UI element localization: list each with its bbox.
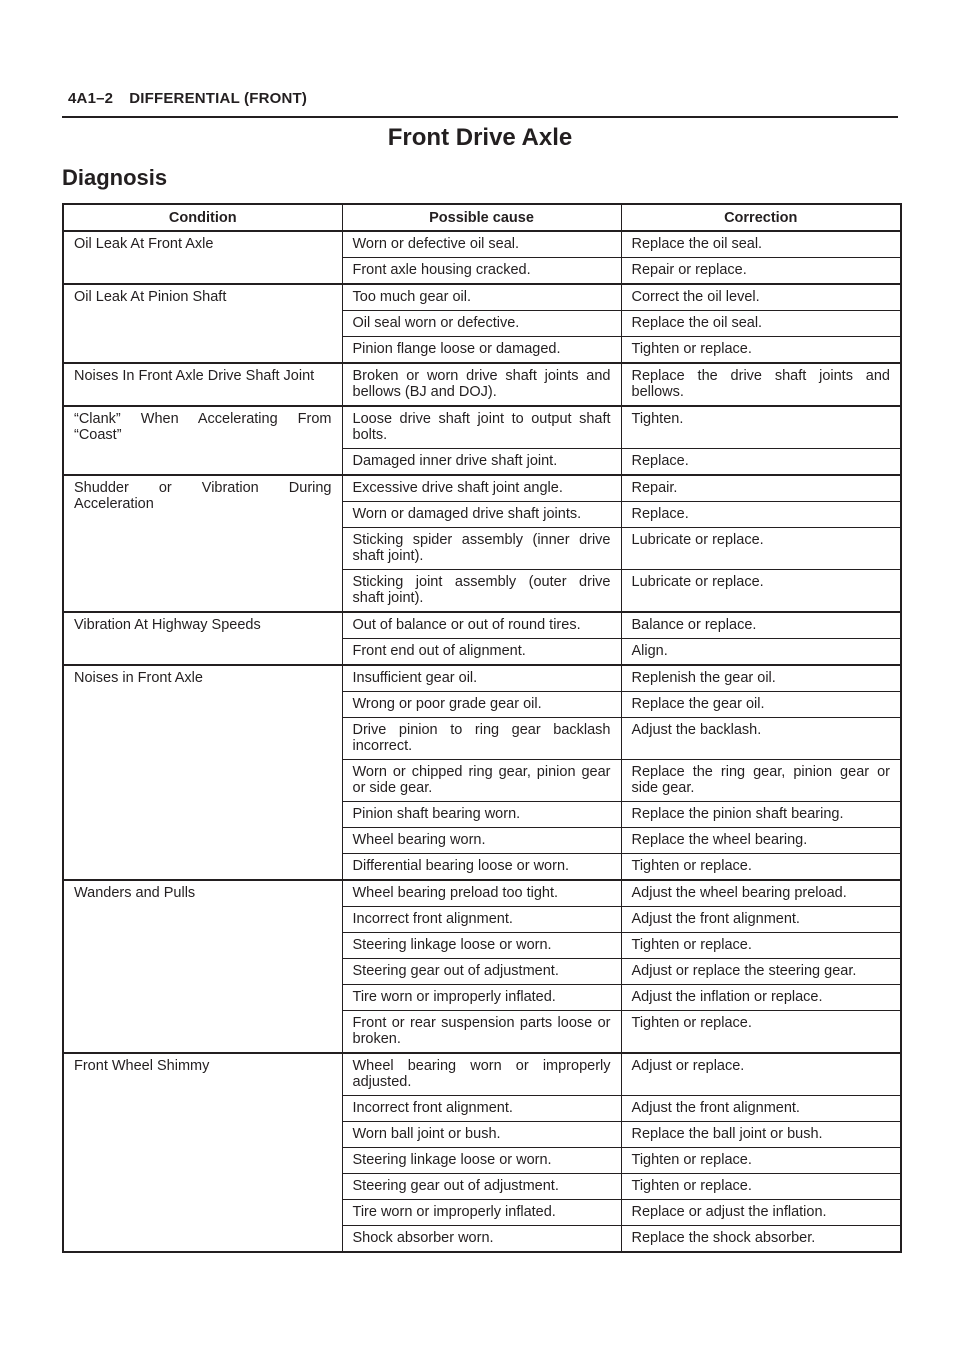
condition-cell: Shudder or Vibration During Acceleration bbox=[63, 475, 342, 612]
correction-cell: Replace the oil seal. bbox=[621, 311, 901, 337]
possible-cause-cell: Loose drive shaft joint to output shaft bolts. bbox=[342, 406, 621, 449]
possible-cause-cell: Front or rear suspension parts loose or broken. bbox=[342, 1011, 621, 1054]
correction-cell: Replace. bbox=[621, 449, 901, 476]
table-row bbox=[63, 612, 901, 639]
section-code: 4A1–2 bbox=[68, 90, 114, 107]
correction-cell: Repair or replace. bbox=[621, 258, 901, 285]
possible-cause-cell: Sticking joint assembly (outer drive shaft joint). bbox=[342, 570, 621, 613]
correction-cell: Tighten or replace. bbox=[621, 337, 901, 364]
correction-cell: Adjust the front alignment. bbox=[621, 907, 901, 933]
correction-cell: Align. bbox=[621, 639, 901, 666]
possible-cause-cell: Broken or worn drive shaft joints and bellows (BJ and DOJ). bbox=[342, 363, 621, 406]
correction-cell: Adjust the front alignment. bbox=[621, 1096, 901, 1122]
correction-cell: Lubricate or replace. bbox=[621, 570, 901, 613]
possible-cause-cell: Steering linkage loose or worn. bbox=[342, 933, 621, 959]
correction-cell: Repair. bbox=[621, 475, 901, 502]
possible-cause-cell: Steering gear out of adjustment. bbox=[342, 959, 621, 985]
possible-cause-cell: Incorrect front alignment. bbox=[342, 907, 621, 933]
table-row bbox=[63, 284, 901, 311]
correction-cell: Replace the wheel bearing. bbox=[621, 828, 901, 854]
correction-cell: Tighten or replace. bbox=[621, 1148, 901, 1174]
correction-cell: Replace the ball joint or bush. bbox=[621, 1122, 901, 1148]
possible-cause-cell: Front axle housing cracked. bbox=[342, 258, 621, 285]
possible-cause-cell: Damaged inner drive shaft joint. bbox=[342, 449, 621, 476]
possible-cause-cell: Steering gear out of adjustment. bbox=[342, 1174, 621, 1200]
table-row bbox=[63, 665, 901, 692]
possible-cause-cell: Pinion flange loose or damaged. bbox=[342, 337, 621, 364]
column-header-condition: Condition bbox=[63, 204, 342, 231]
page-title: Front Drive Axle bbox=[387, 124, 573, 151]
correction-cell: Replace the shock absorber. bbox=[621, 1226, 901, 1253]
correction-cell: Adjust the wheel bearing preload. bbox=[621, 880, 901, 907]
correction-cell: Replace the drive shaft joints and bellows. bbox=[621, 363, 901, 406]
correction-cell: Replace the gear oil. bbox=[621, 692, 901, 718]
possible-cause-cell: Insufficient gear oil. bbox=[342, 665, 621, 692]
possible-cause-cell: Worn or damaged drive shaft joints. bbox=[342, 502, 621, 528]
possible-cause-cell: Wrong or poor grade gear oil. bbox=[342, 692, 621, 718]
section-title: DIFFERENTIAL (FRONT) bbox=[129, 90, 308, 107]
possible-cause-cell: Steering linkage loose or worn. bbox=[342, 1148, 621, 1174]
correction-cell: Tighten or replace. bbox=[621, 933, 901, 959]
possible-cause-cell: Out of balance or out of round tires. bbox=[342, 612, 621, 639]
possible-cause-cell: Worn ball joint or bush. bbox=[342, 1122, 621, 1148]
column-header-correction: Correction bbox=[621, 204, 901, 231]
correction-cell: Tighten or replace. bbox=[621, 1011, 901, 1054]
possible-cause-cell: Wheel bearing worn or improperly adjusted. bbox=[342, 1053, 621, 1096]
correction-cell: Tighten. bbox=[621, 406, 901, 449]
condition-cell: Vibration At Highway Speeds bbox=[63, 612, 342, 665]
correction-cell: Replenish the gear oil. bbox=[621, 665, 901, 692]
correction-cell: Tighten or replace. bbox=[621, 854, 901, 881]
column-header-possible-cause: Possible cause bbox=[342, 204, 621, 231]
possible-cause-cell: Sticking spider assembly (inner drive shaft joint). bbox=[342, 528, 621, 570]
table-row bbox=[63, 475, 901, 502]
possible-cause-cell: Wheel bearing preload too tight. bbox=[342, 880, 621, 907]
possible-cause-cell: Shock absorber worn. bbox=[342, 1226, 621, 1253]
condition-cell: Wanders and Pulls bbox=[63, 880, 342, 1053]
possible-cause-cell: Wheel bearing worn. bbox=[342, 828, 621, 854]
possible-cause-cell: Tire worn or improperly inflated. bbox=[342, 985, 621, 1011]
possible-cause-cell: Excessive drive shaft joint angle. bbox=[342, 475, 621, 502]
condition-cell: Oil Leak At Front Axle bbox=[63, 231, 342, 284]
diagnosis-table bbox=[62, 203, 902, 1253]
possible-cause-cell: Worn or chipped ring gear, pinion gear or side gear. bbox=[342, 760, 621, 802]
possible-cause-cell: Pinion shaft bearing worn. bbox=[342, 802, 621, 828]
possible-cause-cell: Oil seal worn or defective. bbox=[342, 311, 621, 337]
correction-cell: Replace the oil seal. bbox=[621, 231, 901, 258]
condition-cell: “Clank” When Accelerating From “Coast” bbox=[63, 406, 342, 475]
possible-cause-cell: Too much gear oil. bbox=[342, 284, 621, 311]
table-row bbox=[63, 231, 901, 258]
table-row bbox=[63, 1053, 901, 1096]
condition-cell: Noises In Front Axle Drive Shaft Joint bbox=[63, 363, 342, 406]
correction-cell: Correct the oil level. bbox=[621, 284, 901, 311]
table-row bbox=[63, 363, 901, 406]
condition-cell: Oil Leak At Pinion Shaft bbox=[63, 284, 342, 363]
correction-cell: Adjust or replace. bbox=[621, 1053, 901, 1096]
table-header-row bbox=[63, 204, 901, 231]
correction-cell: Replace the ring gear, pinion gear or side gear. bbox=[621, 760, 901, 802]
section-subtitle: Diagnosis bbox=[62, 165, 168, 190]
correction-cell: Replace the pinion shaft bearing. bbox=[621, 802, 901, 828]
running-header bbox=[68, 90, 307, 107]
correction-cell: Tighten or replace. bbox=[621, 1174, 901, 1200]
correction-cell: Adjust the backlash. bbox=[621, 718, 901, 760]
possible-cause-cell: Front end out of alignment. bbox=[342, 639, 621, 666]
possible-cause-cell: Incorrect front alignment. bbox=[342, 1096, 621, 1122]
possible-cause-cell: Drive pinion to ring gear backlash incorrect. bbox=[342, 718, 621, 760]
correction-cell: Replace. bbox=[621, 502, 901, 528]
condition-cell: Front Wheel Shimmy bbox=[63, 1053, 342, 1252]
condition-cell: Noises in Front Axle bbox=[63, 665, 342, 880]
possible-cause-cell: Worn or defective oil seal. bbox=[342, 231, 621, 258]
possible-cause-cell: Tire worn or improperly inflated. bbox=[342, 1200, 621, 1226]
possible-cause-cell: Differential bearing loose or worn. bbox=[342, 854, 621, 881]
diagnosis-table-body bbox=[63, 231, 901, 1252]
correction-cell: Adjust or replace the steering gear. bbox=[621, 959, 901, 985]
correction-cell: Adjust the inflation or replace. bbox=[621, 985, 901, 1011]
correction-cell: Replace or adjust the inflation. bbox=[621, 1200, 901, 1226]
correction-cell: Lubricate or replace. bbox=[621, 528, 901, 570]
table-row bbox=[63, 880, 901, 907]
correction-cell: Balance or replace. bbox=[621, 612, 901, 639]
header-rule bbox=[62, 116, 898, 118]
table-row bbox=[63, 406, 901, 449]
